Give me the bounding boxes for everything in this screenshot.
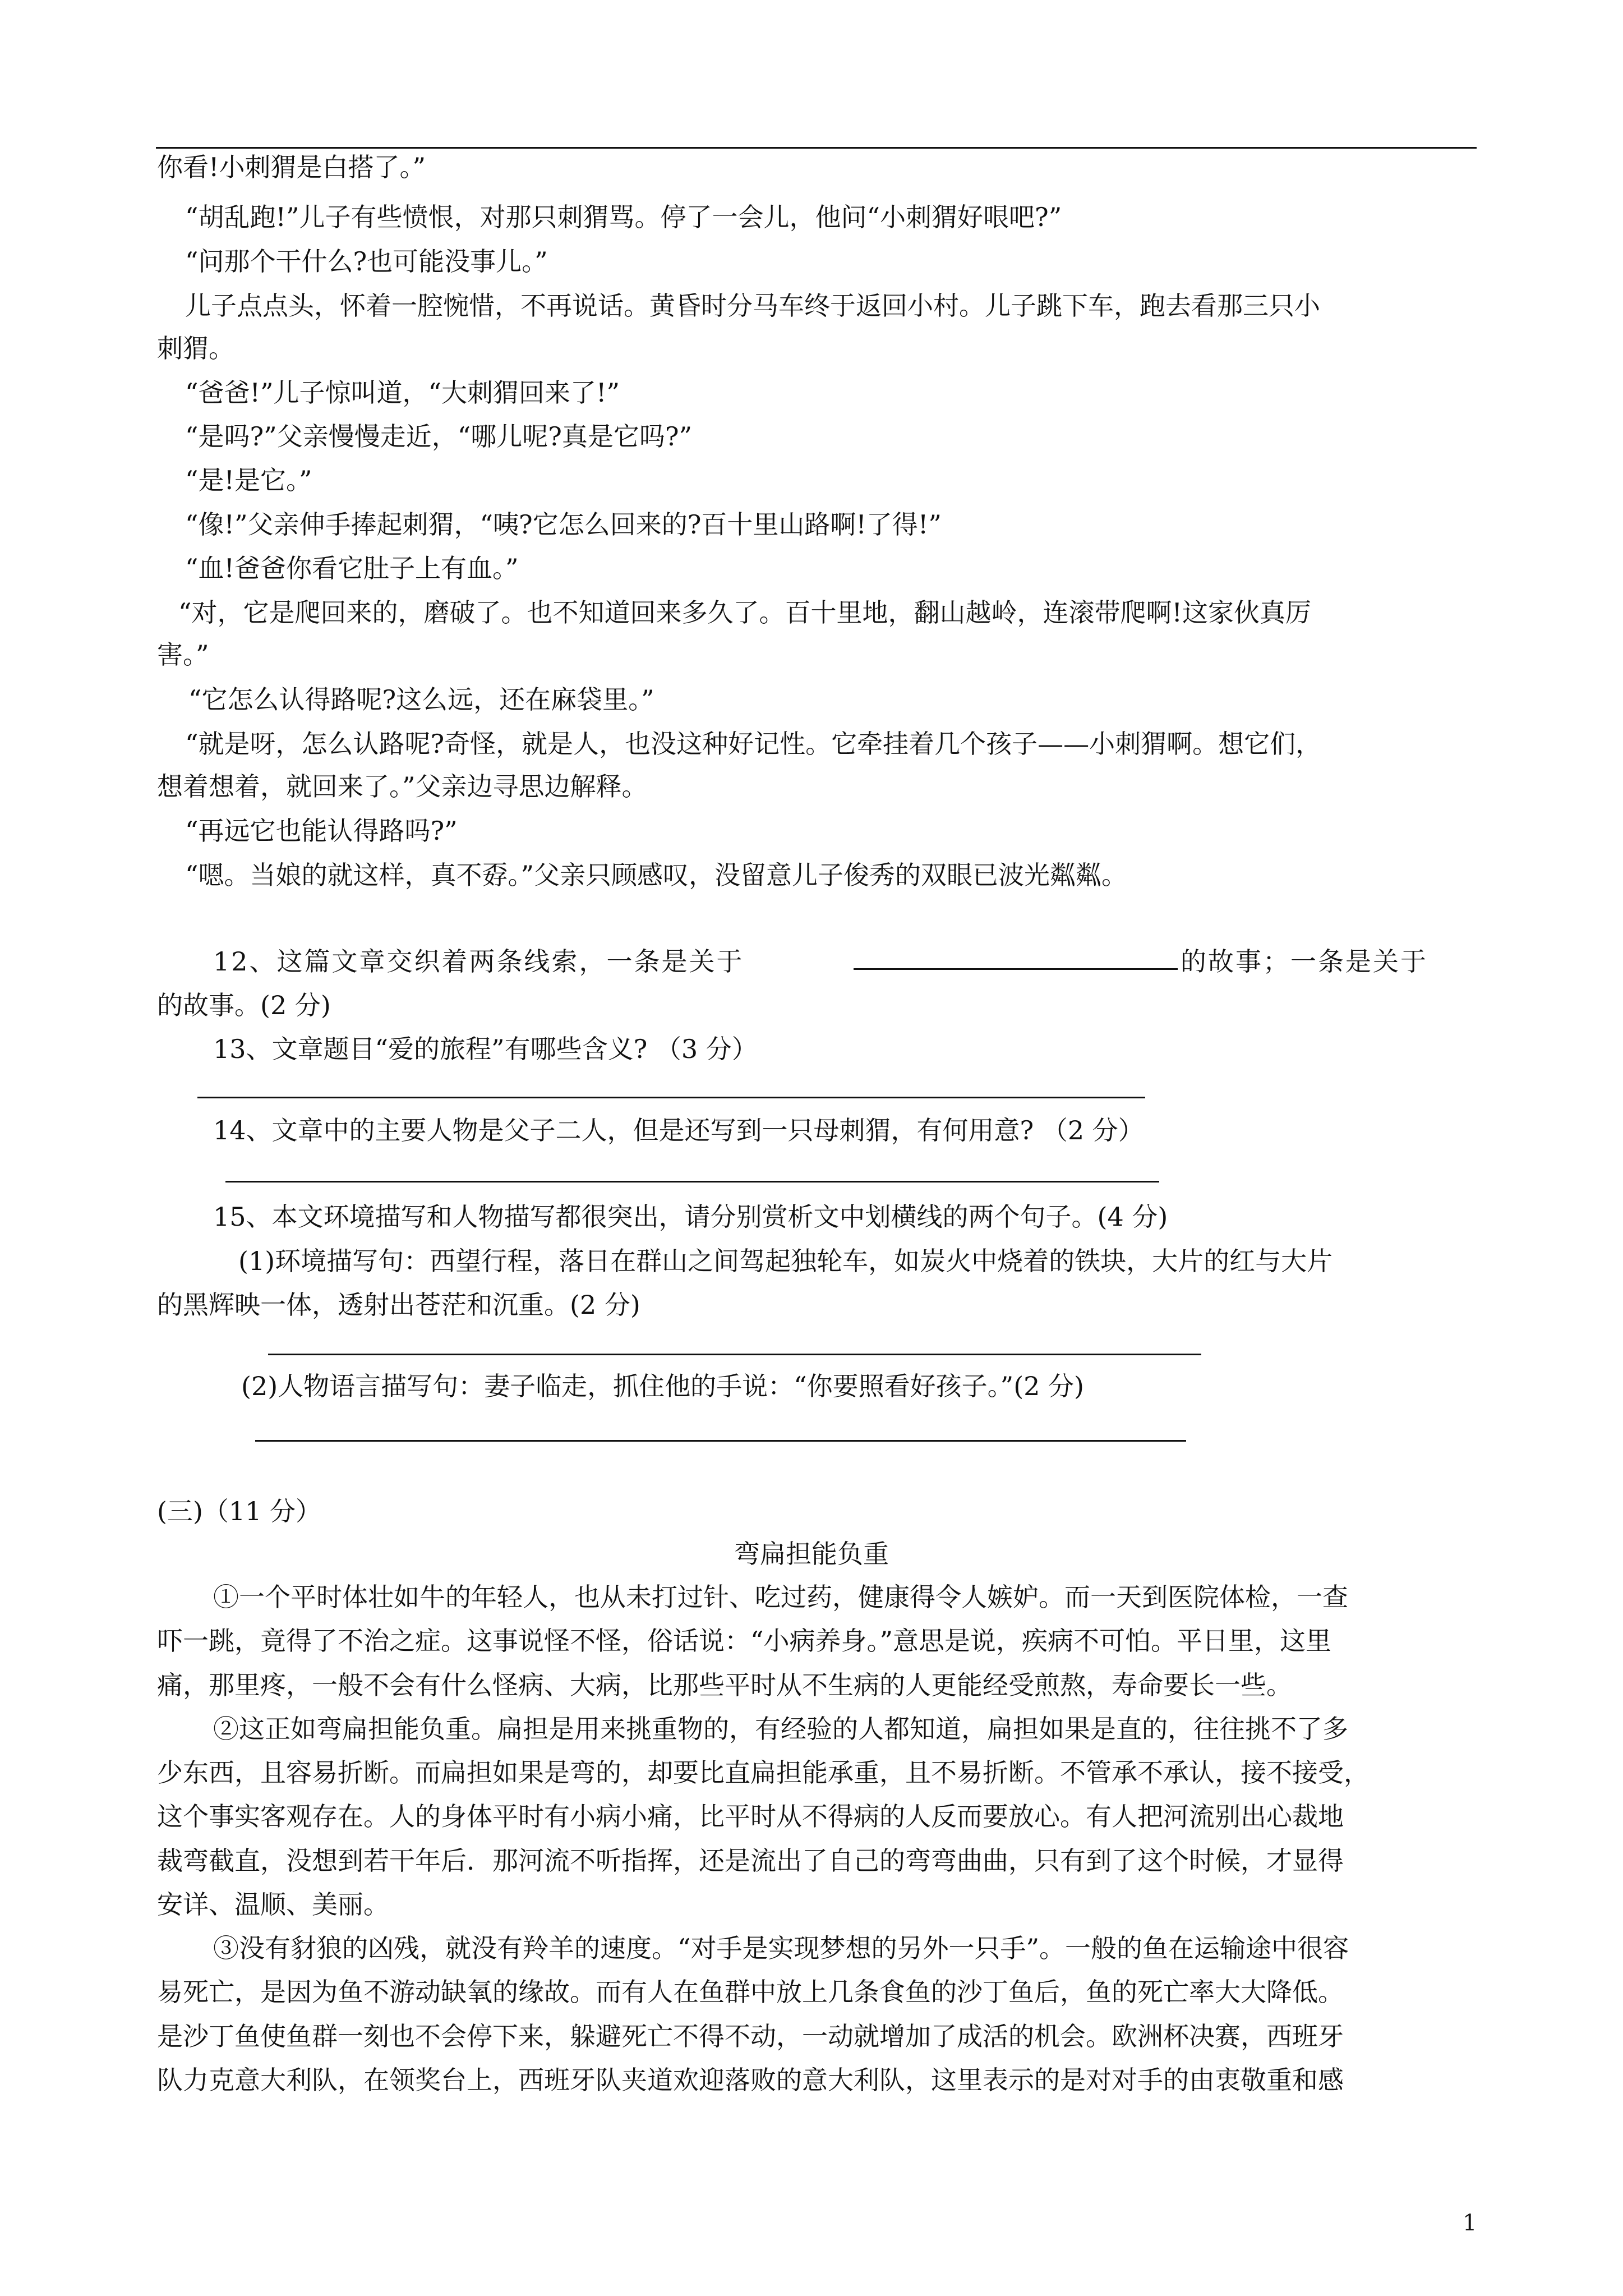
- question-12-part-a: 12、这篇文章交织着两条线索，一条是关于: [213, 946, 744, 977]
- passage-line: ②这正如弯扁担能负重。扁担是用来挑重物的，有经验的人都知道，扁担如果是直的，往往挑不了多: [213, 1714, 1348, 1744]
- passage-line: 吓一跳，竟得了不治之症。这事说怪不怪，俗话说：“小病养身。”意思是说，疾病不可怕。平日里，这里: [157, 1626, 1332, 1656]
- story-line: 刺猬。: [157, 333, 234, 364]
- story-line: “像!”父亲伸手捧起刺猬，“咦?它怎么回来的?百十里山路啊!了得!”: [185, 509, 942, 540]
- story-line: “问那个干什么?也可能没事儿。”: [185, 246, 548, 277]
- answer-line-q15-1[interactable]: [268, 1354, 1201, 1355]
- story-line: 儿子点点头，怀着一腔惋惜，不再说话。黄昏时分马车终于返回小村。儿子跳下车，跑去看那三只小: [185, 291, 1320, 321]
- answer-line-q15-2[interactable]: [255, 1440, 1186, 1442]
- question-15: 15、本文环境描写和人物描写都很突出，请分别赏析文中划横线的两个句子。(4 分): [213, 1202, 1168, 1232]
- story-line: “对，它是爬回来的，磨破了。也不知道回来多久了。百十里地，翻山越岭，连滚带爬啊!这家伙真厉: [178, 597, 1312, 628]
- question-15-1-line2: 的黑辉映一体，透射出苍茫和沉重。(2 分): [157, 1290, 640, 1320]
- question-15-1-line1: (1)环境描写句：西望行程，落日在群山之间驾起独轮车，如炭火中烧着的铁块，大片的红与大片: [238, 1246, 1333, 1276]
- section-3-title: 弯扁担能负重: [734, 1539, 889, 1569]
- story-line: “胡乱跑!”儿子有些愤恨，对那只刺猬骂。停了一会儿，他问“小刺猬好哏吧?”: [185, 202, 1062, 232]
- story-line: “就是呀，怎么认路呢?奇怪，就是人，也没这种好记性。它牵挂着几个孩子——小刺猬啊。想它们，: [185, 729, 1322, 759]
- story-line: “血!爸爸你看它肚子上有血。”: [185, 553, 519, 583]
- answer-line-q13[interactable]: [197, 1097, 1145, 1098]
- story-line: “是吗?”父亲慢慢走近，“哪儿呢?真是它吗?”: [185, 421, 693, 452]
- story-line: “再远它也能认得路吗?”: [185, 816, 458, 846]
- answer-line-q12[interactable]: [854, 968, 1178, 970]
- section-3-header: (三)（11 分）: [157, 1496, 322, 1526]
- passage-line: ①一个平时体壮如牛的年轻人，也从未打过针、吃过药，健康得令人嫉妒。而一天到医院体检，一查: [213, 1582, 1348, 1612]
- story-line: “它怎么认得路呢?这么远，还在麻袋里。”: [188, 684, 654, 715]
- story-line: 想着想着，就回来了。”父亲边寻思边解释。: [157, 771, 648, 802]
- question-15-2: (2)人物语言描写句：妻子临走，抓住他的手说：“你要照看好孩子。”(2 分): [241, 1371, 1084, 1401]
- question-14: 14、文章中的主要人物是父子二人，但是还写到一只母刺猬，有何用意? （2 分）: [213, 1115, 1144, 1145]
- passage-line: 队力克意大利队，在领奖台上，西班牙队夹道欢迎落败的意大利队，这里表示的是对对手的由衷敬重和感: [157, 2065, 1344, 2095]
- story-line: 害。”: [157, 639, 209, 670]
- story-line: “爸爸!”儿子惊叫道，“大刺猬回来了!”: [185, 378, 620, 408]
- passage-line: 这个事实客观存在。人的身体平时有小病小痛，比平时从不得病的人反而要放心。有人把河流别出心裁地: [157, 1801, 1344, 1832]
- passage-line: ③没有豺狼的凶残，就没有羚羊的速度。“对手是实现梦想的另外一只手”。一般的鱼在运输途中很容: [213, 1933, 1349, 1963]
- passage-line: 少东西，且容易折断。而扁担如果是弯的，却要比直扁担能承重，且不易折断。不管承不承认，接不接受，: [157, 1757, 1370, 1788]
- question-13: 13、文章题目“爱的旅程”有哪些含义? （3 分）: [213, 1034, 758, 1064]
- question-12-part-b: 的故事；一条是关于: [1181, 946, 1428, 977]
- passage-line: 痛，那里疼，一般不会有什么怪病、大病，比那些平时从不生病的人更能经受煎熬，寿命要长一些。: [157, 1670, 1292, 1700]
- story-line: “嗯。当娘的就这样，真不孬。”父亲只顾感叹，没留意儿子俊秀的双眼已波光粼粼。: [185, 860, 1128, 890]
- story-line: 你看!小刺猬是白搭了。”: [157, 152, 426, 182]
- page-number: 1: [1463, 2210, 1477, 2236]
- passage-line: 易死亡，是因为鱼不游动缺氧的缘故。而有人在鱼群中放上几条食鱼的沙丁鱼后，鱼的死亡率大大降低。: [157, 1977, 1344, 2007]
- answer-line-q14[interactable]: [225, 1181, 1159, 1182]
- passage-line: 是沙丁鱼使鱼群一刻也不会停下来，躲避死亡不得不动，一动就增加了成活的机会。欧洲杯决赛，西班牙: [157, 2021, 1344, 2051]
- passage-line: 安详、温顺、美丽。: [157, 1889, 389, 1920]
- header-rule: [156, 147, 1477, 149]
- passage-line: 裁弯截直，没想到若干年后．那河流不听指挥，还是流出了自己的弯弯曲曲，只有到了这个时候，才显得: [157, 1846, 1344, 1876]
- story-line: “是!是它。”: [185, 465, 312, 495]
- question-12-part-c: 的故事。(2 分): [157, 990, 331, 1020]
